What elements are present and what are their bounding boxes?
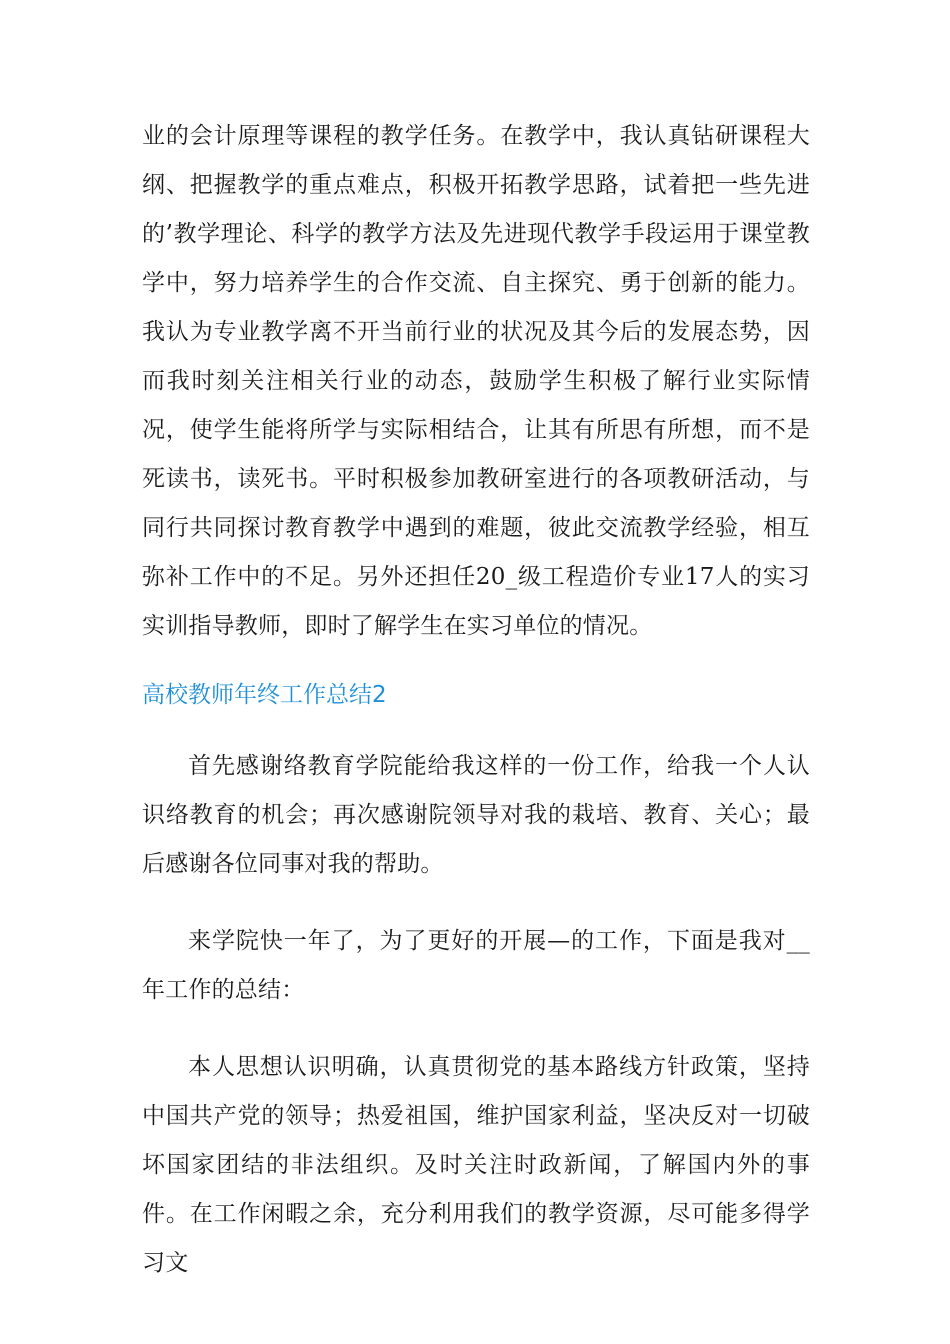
body-paragraph-1: 业的会计原理等课程的教学任务。在教学中，我认真钻研课程大纲、把握教学的重点难点，积极开拓教学思路，试着把一些先进的’教学理论、科学的教学方法及先进现代教学手段运用于课堂教学中，努力培养学生的合作交流、自主探究、勇于创新的能力。我认为专业教学离不开当前行业的状况及其今后的发展态势，因而我时刻关注相关行业的动态，鼓励学生积极了解行业实际情况，使学生能将所学与实际相结合，让其有所思有所想，而不是死读书，读死书。平时积极参加教研室进行的各项教研活动，与同行共同探讨教育教学中遇到的难题，彼此交流教学经验，相互弥补工作中的不足。另外还担任20_级工程造价专业17人的实习实训指导教师，即时了解学生在实习单位的情况。 <box>142 123 810 639</box>
section-heading: 高校教师年终工作总结2 <box>142 682 387 708</box>
body-paragraph-2: 首先感谢络教育学院能给我这样的一份工作，给我一个人认识络教育的机会；再次感谢院领导对我的栽培、教育、关心；最后感谢各位同事对我的帮助。 <box>142 753 810 877</box>
document-body <box>142 112 810 1288</box>
body-paragraph-3: 来学院快一年了，为了更好的开展—的工作，下面是我对__年工作的总结： <box>142 928 810 1003</box>
body-paragraph-4: 本人思想认识明确，认真贯彻党的基本路线方针政策，坚持中国共产党的领导；热爱祖国，维护国家利益，坚决反对一切破坏国家团结的非法组织。及时关注时政新闻，了解国内外的事件。在工作闲暇之余，充分利用我们的教学资源，尽可能多得学习文 <box>142 1054 810 1276</box>
